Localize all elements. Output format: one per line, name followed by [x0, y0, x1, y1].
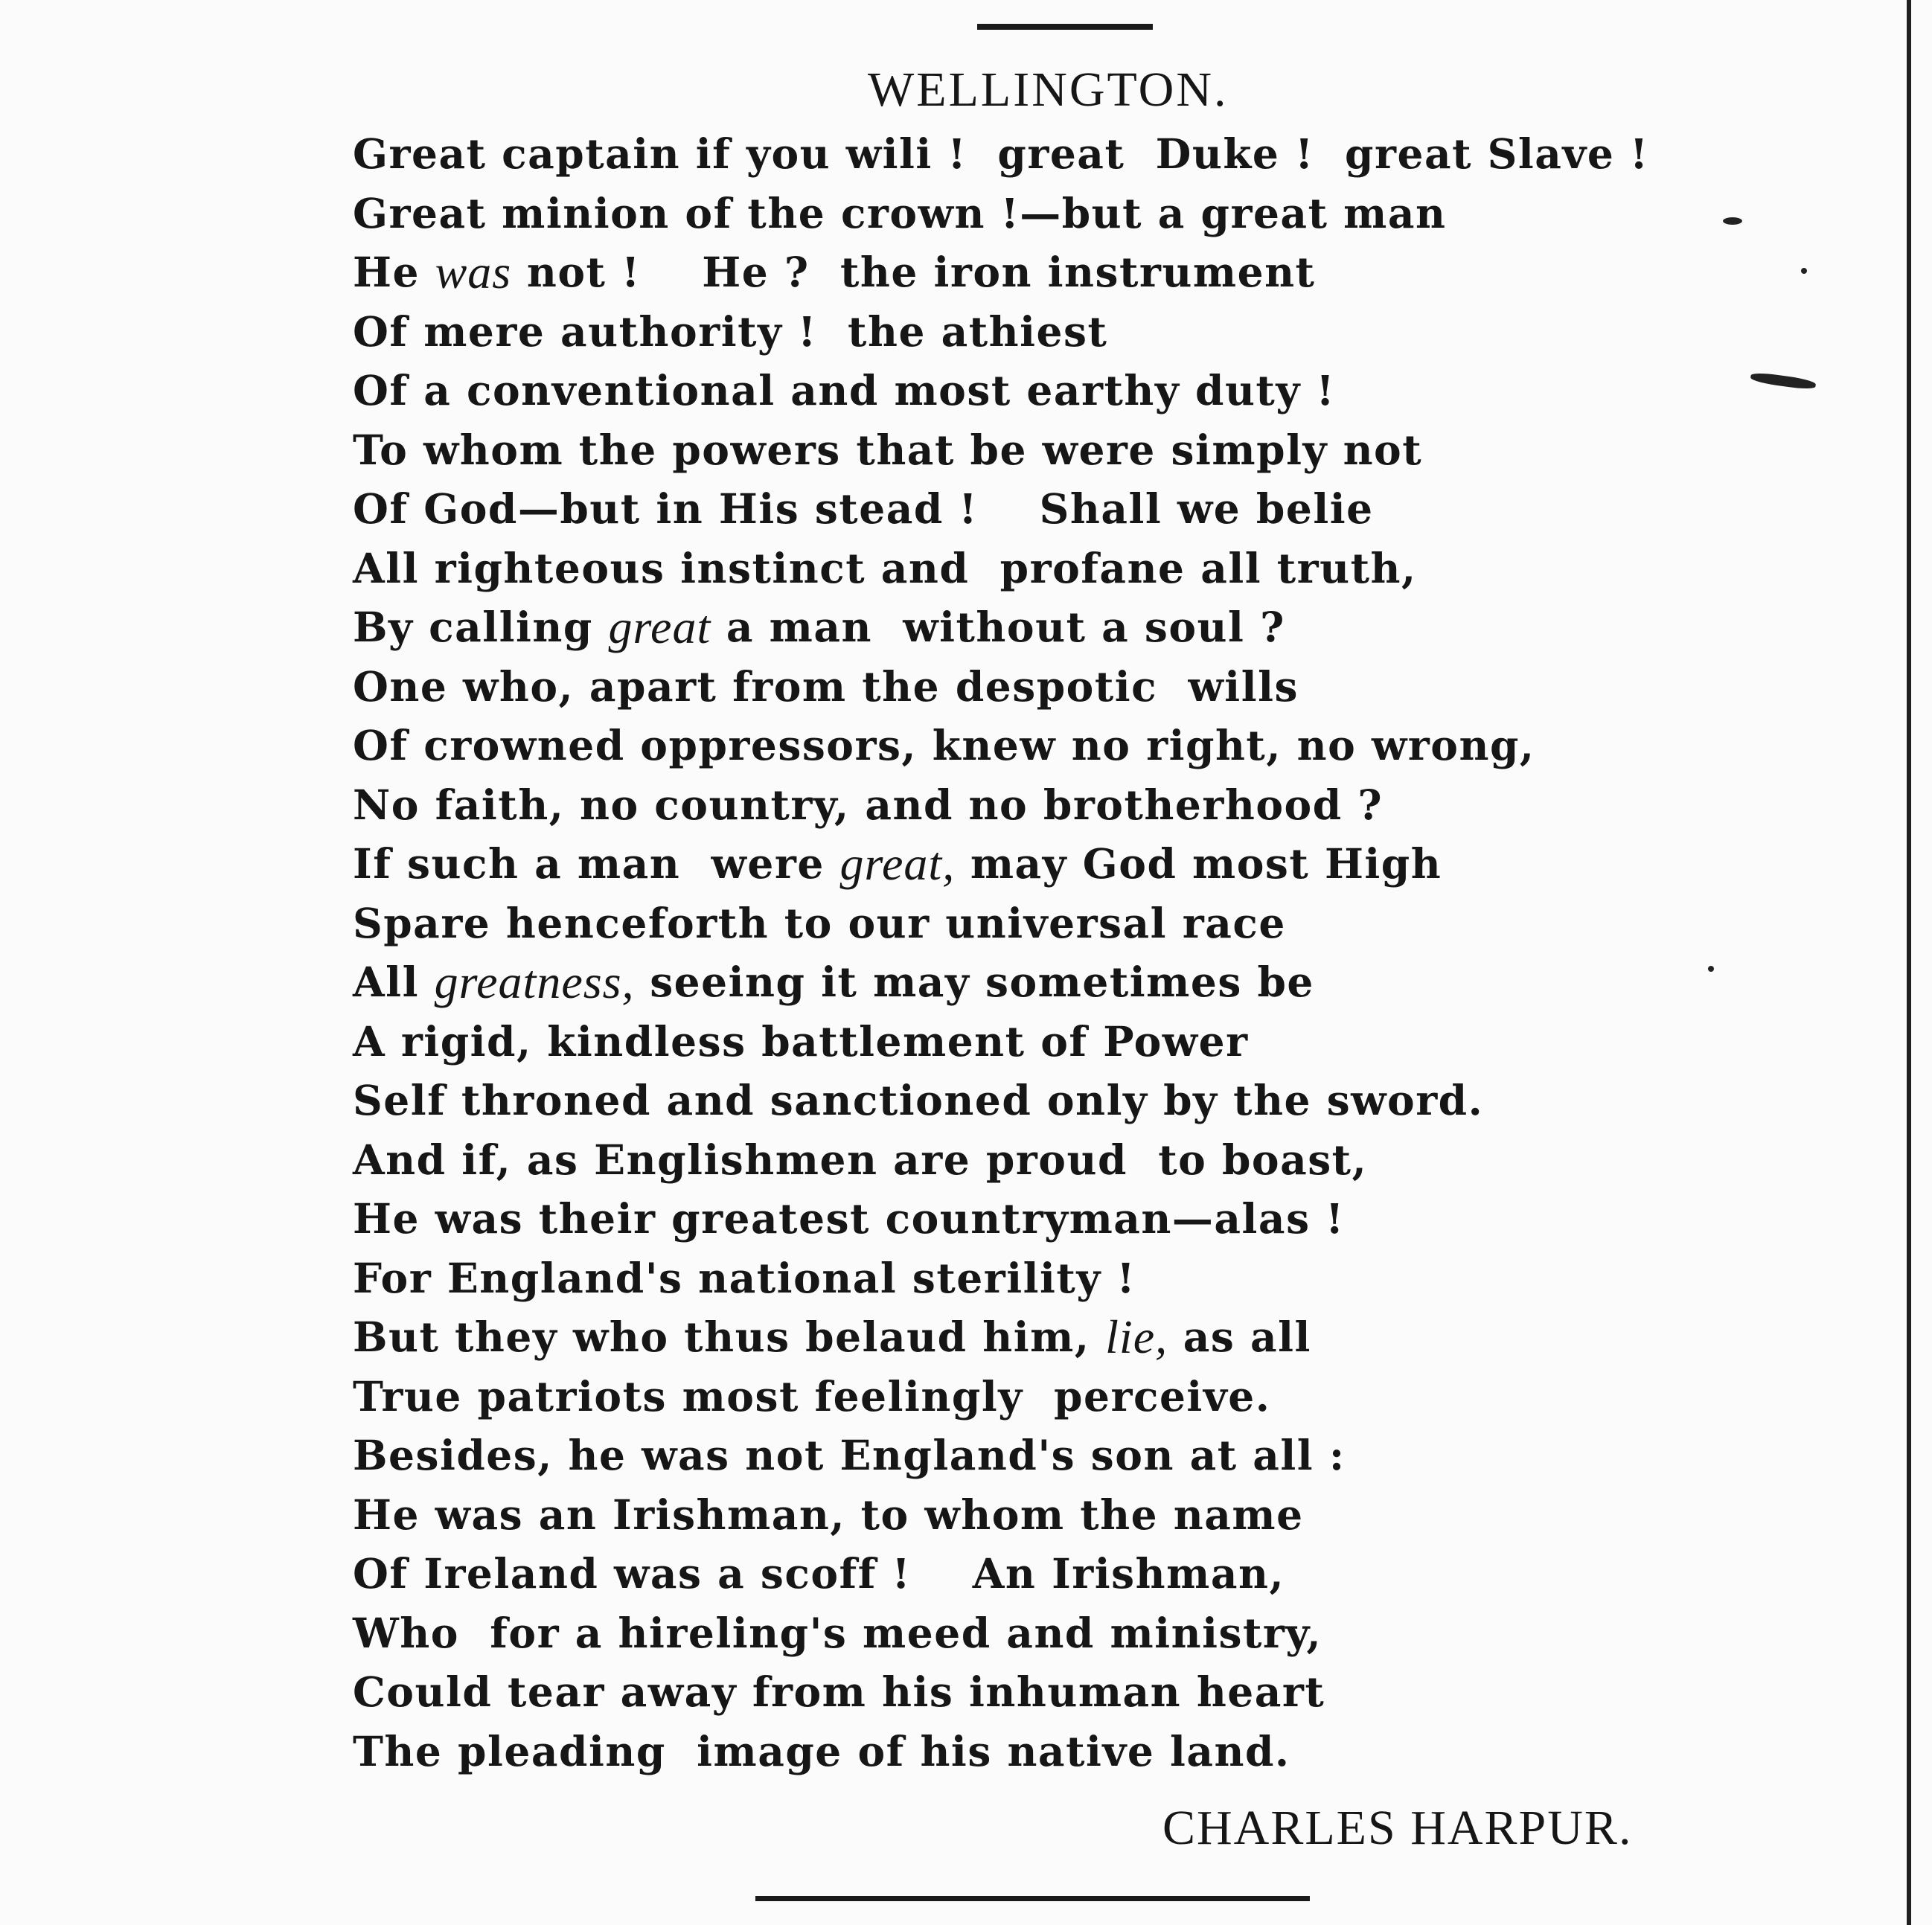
poem-line	[353, 952, 1767, 1012]
poem-line-text: Could tear away from his inhuman heart	[353, 1668, 1325, 1717]
poem-line-italic-text: was	[435, 245, 512, 298]
poem-line	[353, 716, 1767, 775]
poem-author: CHARLES HARPUR.	[1162, 1801, 1633, 1855]
poem-line-text: For England's national sterility !	[353, 1253, 1136, 1302]
poem-line-italic-text: great	[608, 600, 711, 653]
ink-speck	[1801, 268, 1807, 274]
poem-line-text: No faith, no country, and no brotherhood ?	[353, 780, 1384, 829]
poem-line-text: Of crowned oppressors, knew no right, no wrong,	[353, 721, 1535, 770]
poem-line	[353, 1189, 1767, 1249]
poem-line-text: He was an Irishman, to whom the name	[353, 1490, 1304, 1539]
poem-line	[353, 1426, 1767, 1485]
poem-line	[353, 243, 1767, 302]
poem-line	[353, 1662, 1767, 1722]
poem-line-text: All	[353, 958, 435, 1007]
poem-line	[353, 124, 1767, 184]
poem-line	[353, 1071, 1767, 1130]
poem-line-text: Of Ireland was a scoff ! An Irishman,	[353, 1549, 1285, 1598]
poem-line	[353, 1604, 1767, 1663]
poem-line-text: One who, apart from the despotic wills	[353, 662, 1299, 711]
poem-line-text: He	[353, 248, 435, 297]
poem-line	[353, 1367, 1767, 1426]
poem-line	[353, 479, 1767, 539]
poem-line-text: may God most High	[955, 839, 1442, 888]
column-divider	[1907, 0, 1911, 1925]
poem-line	[353, 1307, 1767, 1367]
poem-line	[353, 775, 1767, 835]
poem-line	[353, 657, 1767, 717]
poem-line-text: as all	[1168, 1313, 1311, 1362]
poem-line	[353, 1722, 1767, 1781]
poem-line-text: If such a man were	[353, 839, 840, 888]
poem-line	[353, 1130, 1767, 1190]
ink-speck	[1708, 966, 1714, 972]
poem-line	[353, 598, 1767, 657]
poem-line	[353, 184, 1767, 243]
poem-line-text: Self throned and sanctioned only by the sword.	[353, 1076, 1484, 1125]
poem-line-text: To whom the powers that be were simply not	[353, 425, 1423, 474]
poem-line-text: Great captain if you wili ! great Duke ! great Slave !	[353, 129, 1649, 179]
poem-line	[353, 1485, 1767, 1545]
poem-line-text: And if, as Englishmen are proud to boast,	[353, 1135, 1368, 1184]
top-rule	[977, 24, 1153, 30]
poem-line-text: But they who thus belaud him,	[353, 1313, 1106, 1362]
poem-line-text: A rigid, kindless battlement of Power	[353, 1016, 1249, 1066]
poem-line-text: Of God—but in His stead ! Shall we belie	[353, 484, 1374, 534]
poem-line-text: By calling	[353, 603, 609, 652]
poem-line	[353, 894, 1767, 953]
poem-line-text: not ! He ? the iron instrument	[511, 248, 1316, 297]
poem-line-text: All righteous instinct and profane all truth,	[353, 543, 1417, 592]
poem-line-text: a man without a soul ?	[711, 603, 1285, 652]
poem-line-italic-text: great,	[839, 836, 956, 890]
poem-line	[353, 1012, 1767, 1072]
poem-line-text: Of a conventional and most earthy duty !	[353, 366, 1336, 415]
poem-line-text: He was their greatest countryman—alas !	[353, 1194, 1345, 1243]
poem-title: WELLINGTON.	[868, 63, 1229, 117]
poem-line-text: Of mere authority ! the athiest	[353, 307, 1108, 356]
poem-line-text: True patriots most feelingly perceive.	[353, 1371, 1271, 1420]
poem-line	[353, 539, 1767, 598]
bottom-rule	[755, 1896, 1310, 1901]
poem-line-text: Spare henceforth to our universal race	[353, 898, 1286, 947]
poem-line-text: Great minion of the crown !—but a great man	[353, 188, 1447, 237]
poem-line	[353, 1544, 1767, 1604]
poem-line-text: Besides, he was not England's son at all :	[353, 1431, 1346, 1480]
poem-line	[353, 361, 1767, 420]
poem-line-italic-text: greatness,	[434, 955, 635, 1008]
poem-line	[353, 834, 1767, 894]
ink-speck	[1723, 217, 1742, 225]
poem-line-text: Who for a hireling's meed and ministry,	[353, 1608, 1322, 1657]
poem-line-text: The pleading image of his native land.	[353, 1726, 1290, 1775]
poem-line	[353, 420, 1767, 480]
poem-line	[353, 1249, 1767, 1308]
poem-body	[353, 124, 1767, 1781]
poem-line	[353, 302, 1767, 362]
poem-line-text: seeing it may sometimes be	[634, 958, 1314, 1007]
poem-line-italic-text: lie,	[1105, 1310, 1168, 1363]
